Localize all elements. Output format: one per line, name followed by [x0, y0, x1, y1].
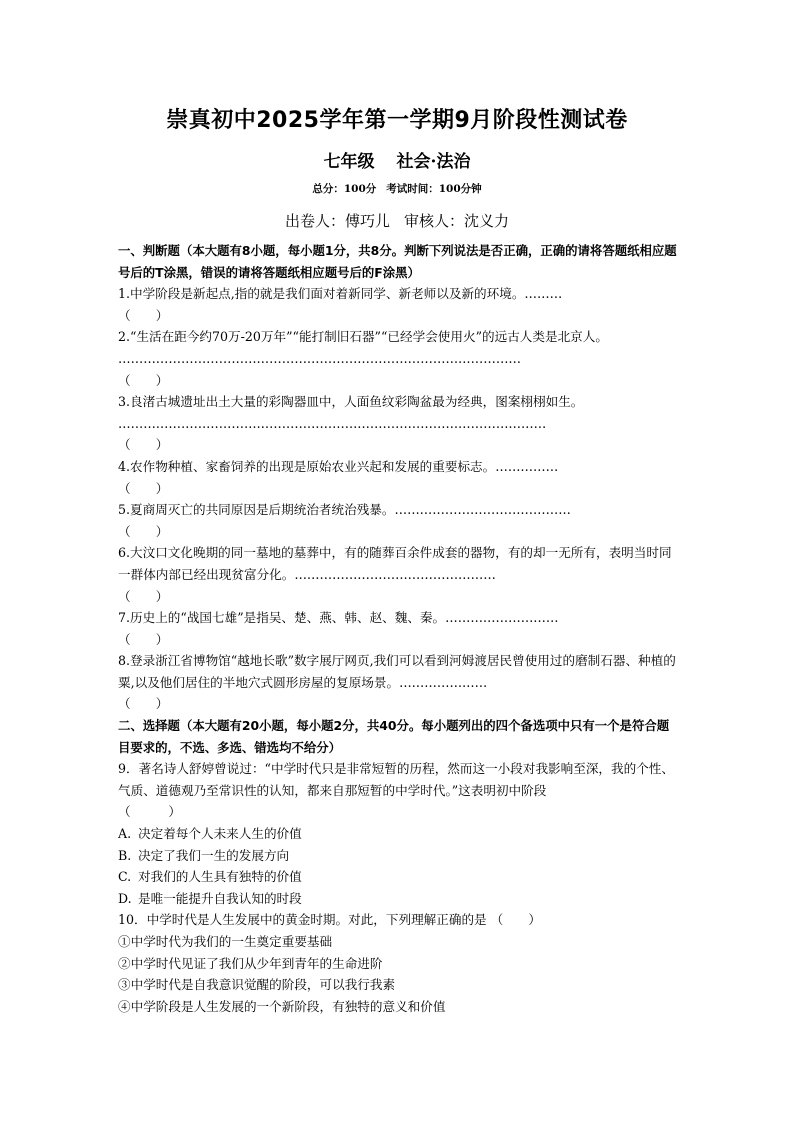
question-3: 3.良渚古城遗址出土大量的彩陶器皿中，人面鱼纹彩陶盆最为经典，图案栩栩如生。 ………………………………………………………………………………………… — [118, 394, 584, 431]
question-2: 2.“生活在距今约70万-20万年”“能打制旧石器”“已经学会使用火”的远古人类是北京人。 …………………………………………………………………………………… — [118, 329, 608, 366]
question-5: 5.夏商周灭亡的共同原因是后期统治者统治残暴。…………………………………… — [118, 502, 571, 518]
question-10: 10．中学时代是人生发展中的黄金时期。对此，下列理解正确的是 （ ） — [118, 912, 542, 928]
q10-point-1: ①中学时代为我们的一生奠定重要基础 — [118, 934, 333, 949]
grade-label: 七年级 — [323, 152, 375, 172]
question-4: 4.农作物种植、家畜饲养的出现是原始农业兴起和发展的重要标志。…………… — [118, 458, 559, 474]
subject-line — [0, 147, 794, 172]
answer-blank-6: （ ） — [118, 588, 169, 604]
q9-option-c — [118, 866, 678, 888]
q9-option-d — [118, 888, 678, 910]
option-text: 对我们的人生具有独特的价值 — [138, 869, 302, 885]
answer-blank-2: （ ） — [118, 372, 169, 388]
question-6: 6.大汶口文化晚期的同一墓地的墓葬中，有的随葬百余件成套的器物，有的却一无所有，表明当时同一群体内部已经出现贫富分化。………………………………………… — [118, 545, 672, 582]
q10-point-3: ③中学时代是自我意识觉醒的阶段，可以我行我素 — [118, 977, 396, 993]
option-label: A. — [118, 826, 132, 842]
section2-heading: 二、选择题（本大题有20小题，每小题2分，共40分。每小题列出的四个备选项中只有一个是符合题目要求的，不选、多选、错选均不给分） — [118, 718, 670, 755]
question-7: 7.历史上的“战国七雄”是指吴、楚、燕、韩、赵、魏、秦。……………………… — [118, 610, 559, 626]
reviewer: 审核人：沈义力 — [404, 212, 510, 230]
question-8: 8.登录浙江省博物馆“越地长歌”数字展厅网页,我们可以看到河姆渡居民曾使用过的磨制石器、种植的粟,以及他们居住的半地穴式圆形房屋的复原场景。………………… — [118, 653, 676, 690]
option-text: 决定着每个人未来人生的价值 — [138, 826, 302, 842]
exam-title: 崇真初中2025学年第一学期9月阶段性测试卷 — [166, 108, 628, 133]
exam-authors — [0, 210, 794, 231]
answer-blank-8: （ ） — [118, 696, 169, 712]
q10-point-4: ④中学阶段是人生发展的一个新阶段，有独特的意义和价值 — [118, 998, 446, 1014]
question-9: 9．著名诗人舒婷曾说过：“中学时代只是非常短暂的历程，然而这一小段对我影响至深，我的个性、气质、道德观乃至常识性的认知，都来自那短暂的中学时代。”这表明初中阶段 — [118, 761, 674, 798]
total-score: 总分：100分 — [312, 183, 377, 195]
option-label: D. — [118, 890, 132, 906]
exam-content — [118, 240, 678, 1017]
option-text: 是唯一能提升自我认知的时段 — [138, 890, 302, 906]
answer-blank-5: （ ） — [118, 523, 169, 539]
author: 出卷人：傅巧儿 — [284, 212, 390, 230]
answer-blank-9: （ ） — [118, 804, 181, 820]
answer-blank-4: （ ） — [118, 480, 169, 496]
exam-time: 考试时间：100分钟 — [386, 183, 482, 195]
option-label: B. — [118, 847, 132, 863]
section1-heading: 一、判断题（本大题有8小题，每小题1分，共8分。判断下列说法是否正确，正确的请将答题纸相应题号后的T涂黑，错误的请将答题纸相应题号后的F涂黑） — [118, 243, 677, 280]
answer-blank-1: （ ） — [118, 307, 169, 323]
subject-label: 社会·法治 — [396, 152, 471, 172]
option-label: C. — [118, 869, 132, 885]
q9-option-a — [118, 823, 678, 845]
answer-blank-3: （ ） — [118, 437, 169, 453]
question-1: 1.中学阶段是新起点,指的就是我们面对着新同学、新老师以及新的环境。……… — [118, 286, 563, 302]
q9-option-b — [118, 845, 678, 867]
q10-point-2: ②中学时代见证了我们从少年到青年的生命进阶 — [118, 955, 383, 971]
answer-blank-7: （ ） — [118, 631, 169, 647]
option-text: 决定了我们一生的发展方向 — [138, 847, 290, 863]
exam-meta — [0, 181, 794, 196]
